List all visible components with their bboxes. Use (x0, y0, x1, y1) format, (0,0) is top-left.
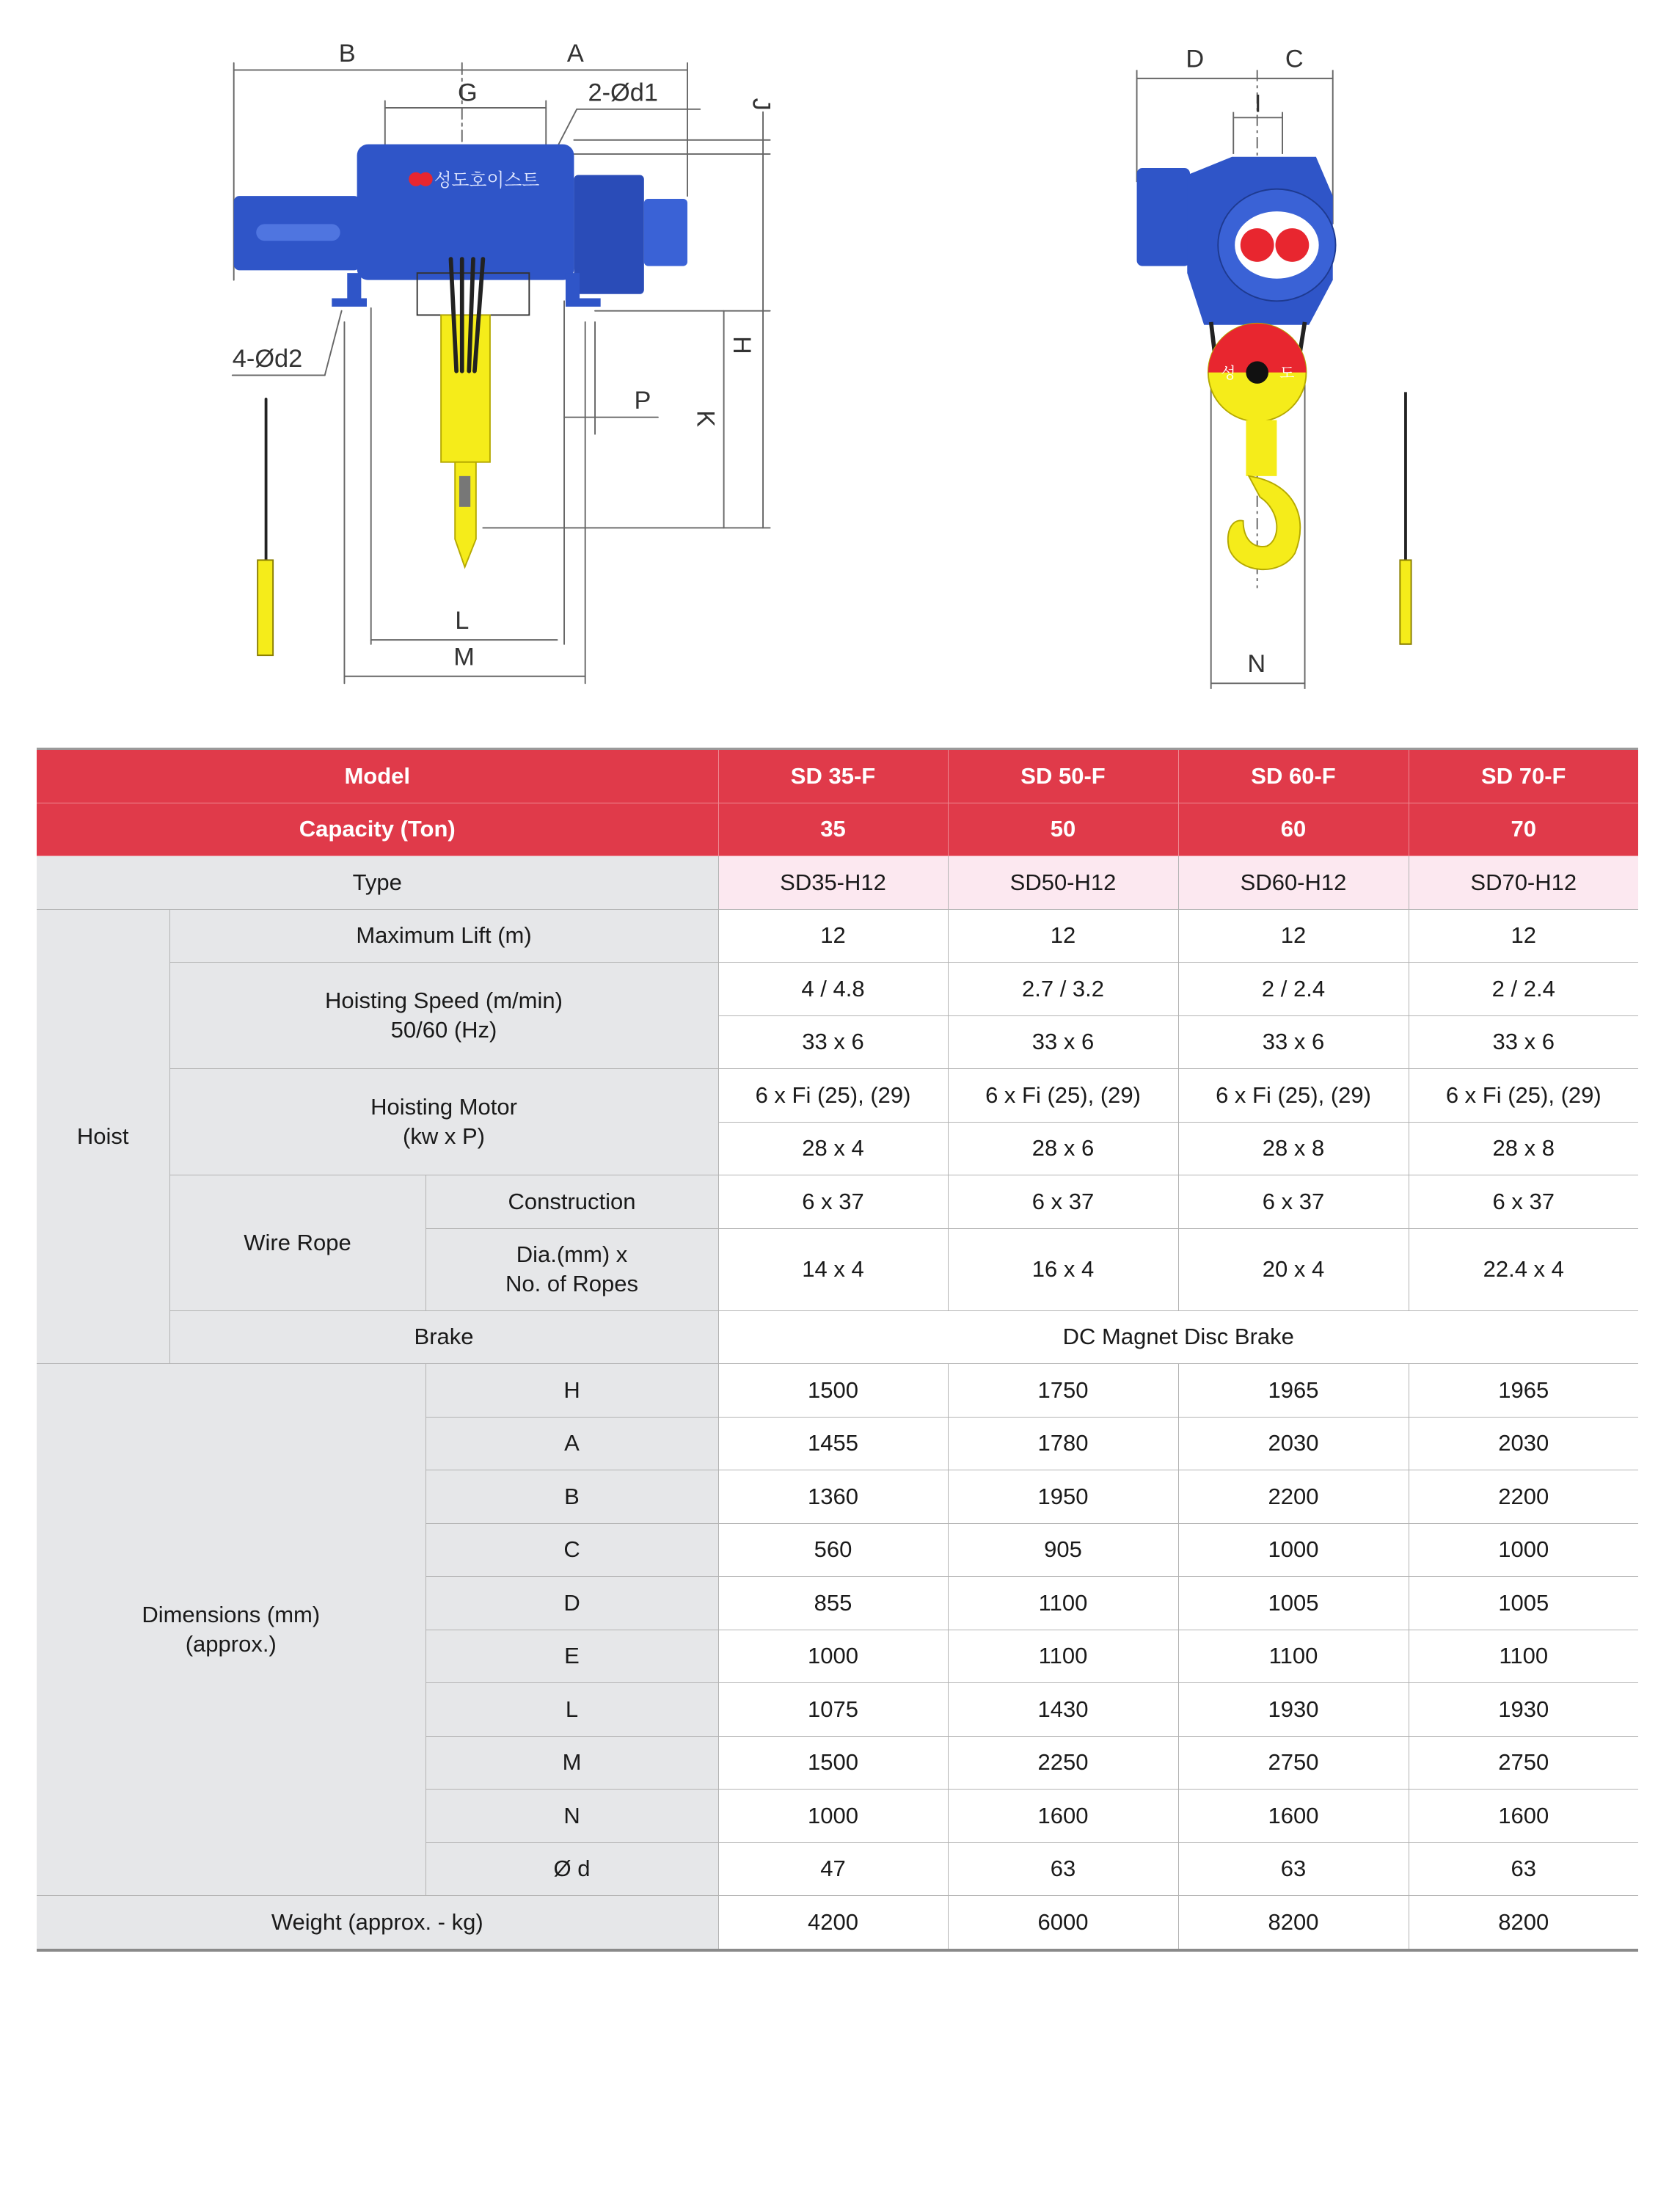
value-cell (1178, 1842, 1409, 1896)
value-cell (1409, 1736, 1638, 1790)
value-cell-text: 6 x Fi (25), (29) (755, 1081, 911, 1108)
dimension-label (426, 1683, 718, 1737)
value-cell-text: 1965 (1498, 1376, 1549, 1403)
value-cell (1409, 1069, 1638, 1123)
dim-label-G: G (458, 79, 478, 107)
value-cell-text: 1100 (1038, 1643, 1088, 1669)
value-cell (1178, 1736, 1409, 1790)
dimension-label-text: N (563, 1802, 580, 1828)
type-value-text: SD60-H12 (1240, 869, 1347, 895)
type-value-text: SD70-H12 (1470, 869, 1577, 895)
hoisting-speed-label-text: Hoisting Speed (m/min) (325, 988, 563, 1013)
value-cell-text: 22.4 x 4 (1483, 1256, 1564, 1282)
value-cell (1409, 1842, 1638, 1896)
value-cell (718, 1470, 948, 1524)
capacity-row (37, 803, 1638, 856)
value-cell-text: 12 (1280, 922, 1307, 949)
value-cell-text: 8200 (1268, 1908, 1319, 1935)
value-cell-text: 560 (814, 1536, 852, 1563)
model-name (948, 749, 1178, 803)
value-cell (718, 1015, 948, 1069)
model-header-text: Model (344, 762, 411, 789)
value-cell (1409, 1896, 1638, 1950)
value-cell-text: 47 (820, 1856, 846, 1882)
type-value-text: SD35-H12 (780, 869, 886, 895)
type-value (1178, 856, 1409, 910)
value-cell (718, 1069, 948, 1123)
capacity-header-text: Capacity (Ton) (299, 816, 456, 842)
rope-dia-label-text: No. of Ropes (505, 1271, 638, 1296)
capacity-header (37, 803, 718, 856)
dimension-label (426, 1630, 718, 1683)
value-cell (718, 1630, 948, 1683)
type-value-text: SD50-H12 (1009, 869, 1117, 895)
sheave-text-left: 성 (1221, 365, 1236, 382)
value-cell-text: 4 / 4.8 (801, 975, 865, 1002)
value-cell (1409, 1364, 1638, 1418)
value-cell (1409, 909, 1638, 963)
specification-table (37, 748, 1638, 1952)
model-name (1178, 749, 1409, 803)
value-cell (1178, 1069, 1409, 1123)
dim-label-N: N (1247, 650, 1266, 679)
value-cell (718, 1364, 948, 1418)
value-cell (948, 1069, 1178, 1123)
value-cell-text: 1500 (808, 1749, 858, 1776)
logo-text: 성도호이스트 (434, 170, 540, 191)
value-cell (718, 963, 948, 1016)
value-cell (1178, 1790, 1409, 1843)
value-cell (1409, 1015, 1638, 1069)
value-cell (1178, 1175, 1409, 1229)
wire-rope-label (169, 1175, 426, 1311)
model-name-text: SD 60-F (1251, 762, 1336, 789)
motor-row (37, 1069, 1638, 1123)
dimension-label-text: L (565, 1696, 579, 1722)
value-cell (1409, 1122, 1638, 1175)
value-cell-text: 2 / 2.4 (1261, 975, 1326, 1002)
brake-value-text: DC Magnet Disc Brake (1062, 1324, 1294, 1350)
value-cell (948, 1577, 1178, 1630)
value-cell (718, 1683, 948, 1737)
value-cell (1178, 1630, 1409, 1683)
value-cell (948, 1364, 1178, 1418)
value-cell (718, 1896, 948, 1950)
dim-label-C: C (1285, 45, 1304, 73)
dimensions-group-label-text: (approx.) (185, 1631, 277, 1657)
value-cell (948, 1683, 1178, 1737)
front-view-drawing (1137, 45, 1411, 689)
dim-label-A: A (566, 39, 584, 68)
dim-label-L: L (455, 606, 470, 635)
model-row (37, 749, 1638, 803)
pendant-control (258, 560, 273, 655)
max-lift-label-text: Maximum Lift (m) (356, 922, 532, 949)
value-cell-text: 2030 (1268, 1430, 1319, 1456)
value-cell-text: 28 x 6 (1031, 1135, 1095, 1161)
hook-block (441, 315, 490, 462)
value-cell (1409, 1790, 1638, 1843)
value-cell-text: 6000 (1037, 1908, 1089, 1935)
dimension-label-text: C (563, 1536, 580, 1563)
value-cell-text: 2.7 / 3.2 (1022, 975, 1105, 1002)
value-cell (718, 1175, 948, 1229)
type-value (1409, 856, 1638, 910)
value-cell (948, 1842, 1178, 1896)
capacity-value-text: 70 (1511, 816, 1536, 842)
pendant-control (1400, 560, 1411, 644)
value-cell-text: 12 (1511, 922, 1536, 949)
hoist-dimension-drawings (0, 0, 1680, 734)
value-cell (718, 909, 948, 963)
value-cell-text: 6 x 37 (1031, 1188, 1095, 1214)
value-cell-text: 1965 (1268, 1376, 1319, 1403)
value-cell (948, 1896, 1178, 1950)
value-cell-text: 2 / 2.4 (1491, 975, 1555, 1002)
value-cell (948, 1015, 1178, 1069)
value-cell-text: 33 x 6 (802, 1029, 864, 1055)
construction-label (426, 1175, 718, 1229)
model-name (718, 749, 948, 803)
value-cell (718, 1790, 948, 1843)
value-cell-text: 6 x 37 (1262, 1188, 1325, 1214)
capacity-value-text: 50 (1050, 816, 1076, 842)
max-lift-row (37, 909, 1638, 963)
dim-label-P: P (634, 387, 651, 415)
value-cell (948, 1630, 1178, 1683)
dimension-label (426, 1790, 718, 1843)
value-cell-text: 33 x 6 (1262, 1029, 1325, 1055)
value-cell-text: 1005 (1268, 1589, 1319, 1616)
value-cell-text: 12 (820, 922, 846, 949)
value-cell-text: 1100 (1268, 1643, 1318, 1669)
type-label (37, 856, 718, 910)
value-cell (948, 1470, 1178, 1524)
type-value (718, 856, 948, 910)
dimension-label (426, 1417, 718, 1470)
weight-label-text: Weight (approx. - kg) (271, 1908, 483, 1935)
value-cell (1409, 1228, 1638, 1310)
dimensions-group-label-text: Dimensions (mm) (142, 1602, 321, 1627)
value-cell-text: 28 x 8 (1262, 1135, 1325, 1161)
value-cell-text: 2750 (1498, 1749, 1549, 1776)
value-cell-text: 1930 (1498, 1696, 1549, 1722)
dimension-label-text: A (564, 1430, 580, 1456)
value-cell (718, 1228, 948, 1310)
dim-label-M: M (453, 643, 475, 671)
value-cell-text: 1075 (808, 1696, 858, 1722)
hoisting-speed-label (169, 963, 718, 1069)
value-cell-text: 2750 (1268, 1749, 1319, 1776)
brake-label (169, 1310, 718, 1364)
brake-value (718, 1310, 1638, 1364)
value-cell-text: 14 x 4 (802, 1256, 864, 1282)
dimension-label-text: Ø d (553, 1856, 591, 1882)
value-cell-text: 28 x 4 (802, 1135, 864, 1161)
model-name-text: SD 70-F (1481, 762, 1566, 789)
value-cell-text: 1100 (1499, 1643, 1549, 1669)
value-cell (718, 1523, 948, 1577)
hoist-group-label-text: Hoist (76, 1123, 129, 1149)
side-view-drawing (233, 40, 775, 683)
value-cell-text: 1430 (1037, 1696, 1089, 1722)
speed-row (37, 963, 1638, 1016)
value-cell-text: 6 x Fi (25), (29) (1216, 1081, 1371, 1108)
value-cell (1178, 1896, 1409, 1950)
value-cell-text: 1000 (1268, 1536, 1319, 1563)
value-cell (1178, 1015, 1409, 1069)
hoisting-motor-label-text: (kw x P) (403, 1123, 485, 1149)
value-cell-text: 1000 (1498, 1536, 1549, 1563)
value-cell-text: 1000 (808, 1643, 858, 1669)
value-cell (718, 1577, 948, 1630)
value-cell (1178, 1683, 1409, 1737)
dimension-label (426, 1842, 718, 1896)
value-cell-text: 1000 (808, 1802, 858, 1828)
value-cell (1178, 1228, 1409, 1310)
value-cell (1409, 1470, 1638, 1524)
capacity-value (1178, 803, 1409, 856)
weight-label (37, 1896, 718, 1950)
construction-row (37, 1175, 1638, 1229)
dimension-label-text: B (564, 1483, 580, 1509)
dimension-label (426, 1523, 718, 1577)
value-cell-text: 1600 (1037, 1802, 1089, 1828)
value-cell-text: 1950 (1037, 1483, 1089, 1509)
hoist-group-label (37, 909, 169, 1364)
dim-label-K: K (691, 410, 720, 428)
value-cell (1409, 1523, 1638, 1577)
value-cell-text: 6 x Fi (25), (29) (1445, 1081, 1602, 1108)
value-cell-text: 12 (1050, 922, 1076, 949)
value-cell-text: 6 x 37 (1492, 1188, 1555, 1214)
dim-label-D: D (1186, 45, 1205, 73)
value-cell (718, 1122, 948, 1175)
value-cell-text: 63 (1050, 1856, 1076, 1882)
model-name-text: SD 35-F (790, 762, 876, 789)
value-cell (1178, 1577, 1409, 1630)
type-value (948, 856, 1178, 910)
value-cell (948, 1790, 1178, 1843)
capacity-value-text: 35 (820, 816, 846, 842)
value-cell (718, 1736, 948, 1790)
value-cell (1178, 1470, 1409, 1524)
dimension-label (426, 1736, 718, 1790)
value-cell-text: 4200 (808, 1908, 858, 1935)
value-cell-text: 16 x 4 (1031, 1256, 1095, 1282)
hoisting-motor-label (169, 1069, 718, 1175)
value-cell (1178, 1364, 1409, 1418)
value-cell-text: 1005 (1498, 1589, 1549, 1616)
type-label-text: Type (352, 869, 402, 895)
wire-rope-label-text: Wire Rope (244, 1229, 351, 1255)
value-cell-text: 1600 (1268, 1802, 1319, 1828)
sheave-text-right: 도 (1279, 365, 1295, 382)
value-cell (948, 1523, 1178, 1577)
value-cell (718, 1417, 948, 1470)
dimension-label-text: M (562, 1749, 582, 1776)
value-cell-text: 2200 (1268, 1483, 1319, 1509)
value-cell (948, 1228, 1178, 1310)
value-cell-text: 6 x Fi (25), (29) (985, 1081, 1141, 1108)
value-cell-text: 2250 (1037, 1749, 1089, 1776)
dim-label-B: B (338, 39, 356, 68)
hook (1228, 476, 1300, 569)
dim-label-H: H (727, 336, 756, 354)
value-cell-text: 1360 (808, 1483, 858, 1509)
value-cell (1409, 963, 1638, 1016)
value-cell-text: 6 x 37 (802, 1188, 864, 1214)
value-cell (948, 1175, 1178, 1229)
capacity-value (948, 803, 1178, 856)
value-cell (948, 1122, 1178, 1175)
max-lift-label (169, 909, 718, 963)
value-cell-text: 2200 (1498, 1483, 1549, 1509)
dimension-label (426, 1577, 718, 1630)
value-cell-text: 63 (1511, 1856, 1536, 1882)
value-cell-text: 905 (1044, 1536, 1082, 1563)
dimension-label-text: H (563, 1376, 580, 1403)
dim-label-I: I (1254, 90, 1262, 118)
value-cell (718, 1842, 948, 1896)
capacity-value-text: 60 (1280, 816, 1307, 842)
value-cell (1409, 1417, 1638, 1470)
weight-row (37, 1896, 1638, 1950)
value-cell-text: 8200 (1498, 1908, 1549, 1935)
dimension-label-text: D (563, 1589, 580, 1616)
drum-body (357, 145, 574, 280)
dim-label-J: J (747, 98, 775, 111)
value-cell-text: 33 x 6 (1492, 1029, 1555, 1055)
dimension-label-text: E (564, 1643, 580, 1669)
value-cell (1409, 1175, 1638, 1229)
value-cell (948, 963, 1178, 1016)
value-cell-text: 1600 (1498, 1802, 1549, 1828)
hoisting-motor-label-text: Hoisting Motor (370, 1094, 517, 1120)
capacity-value (1409, 803, 1638, 856)
value-cell-text: 1100 (1038, 1589, 1088, 1616)
value-cell-text: 1750 (1037, 1376, 1089, 1403)
value-cell (1178, 1417, 1409, 1470)
value-cell (1178, 1122, 1409, 1175)
value-cell-text: 2030 (1498, 1430, 1549, 1456)
value-cell (1409, 1630, 1638, 1683)
dimensions-group-label (37, 1364, 426, 1896)
model-name-text: SD 50-F (1020, 762, 1106, 789)
value-cell-text: 1455 (808, 1430, 858, 1456)
brake-label-text: Brake (414, 1324, 474, 1350)
capacity-value (718, 803, 948, 856)
dimension-label (426, 1364, 718, 1418)
construction-label-text: Construction (508, 1188, 636, 1214)
value-cell-text: 1780 (1037, 1430, 1089, 1456)
rope-dia-label (426, 1228, 718, 1310)
value-cell-text: 20 x 4 (1262, 1256, 1325, 1282)
dim-label-d2: 4-Ød2 (232, 344, 303, 373)
model-header (37, 749, 718, 803)
brake-row (37, 1310, 1638, 1364)
value-cell-text: 33 x 6 (1031, 1029, 1095, 1055)
value-cell (1409, 1683, 1638, 1737)
type-row (37, 856, 1638, 910)
value-cell (1178, 909, 1409, 963)
hoisting-speed-label-text: 50/60 (Hz) (390, 1017, 497, 1043)
value-cell (1178, 963, 1409, 1016)
value-cell (948, 909, 1178, 963)
value-cell (1409, 1577, 1638, 1630)
value-cell-text: 855 (814, 1589, 852, 1616)
value-cell (948, 1417, 1178, 1470)
rope-dia-label-text: Dia.(mm) x (516, 1241, 628, 1267)
value-cell-text: 28 x 8 (1492, 1135, 1555, 1161)
value-cell-text: 63 (1280, 1856, 1307, 1882)
value-cell-text: 1500 (808, 1376, 858, 1403)
value-cell (948, 1736, 1178, 1790)
dim-label-d1: 2-Ød1 (588, 79, 658, 107)
dimension-row (37, 1364, 1638, 1418)
model-name (1409, 749, 1638, 803)
dimension-label (426, 1470, 718, 1524)
value-cell (1178, 1523, 1409, 1577)
value-cell-text: 1930 (1268, 1696, 1319, 1722)
